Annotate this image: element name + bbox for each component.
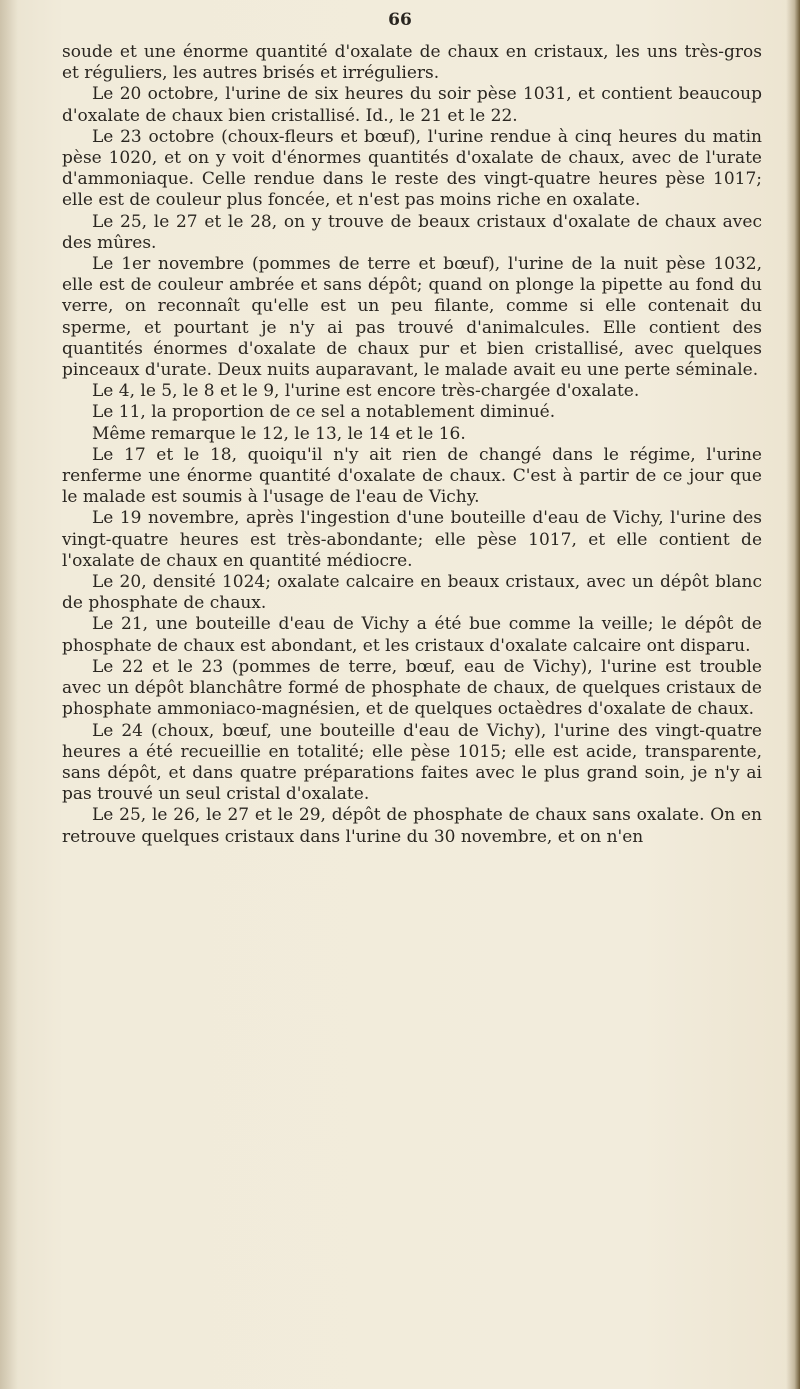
paragraph: Le 19 novembre, après l'ingestion d'une bouteille d'eau de Vichy, l'urine des vingt-quatre heures est très-abondante; elle pèse 1017, et elle contient de l'oxalate de chaux en quantité médiocre.	[62, 508, 762, 571]
paragraph: Le 4, le 5, le 8 et le 9, l'urine est encore très-chargée d'oxalate.	[92, 381, 640, 402]
paragraph: Le 1er novembre (pommes de terre et bœuf), l'urine de la nuit pèse 1032, elle est de couleur ambrée et sans dépôt; quand on plonge la pipette au fond du verre, on reconnaît qu'elle est un peu filante, comme si elle contenait du sperme, et pourtant je n'y ai pas trouvé d'animalcules. Elle contient des quantités énormes d'oxalate de chaux pur et bien cristallisé, avec quelques pinceaux d'urate. Deux nuits auparavant, le malade avait eu une perte séminale.	[62, 254, 762, 381]
paragraph: soude et une énorme quantité d'oxalate de chaux en cristaux, les uns très-gros et réguliers, les autres brisés et irréguliers.	[62, 42, 762, 84]
body-text	[62, 42, 762, 848]
paragraph: Le 11, la proportion de ce sel a notablement diminué.	[92, 402, 556, 423]
paragraph: Le 22 et le 23 (pommes de terre, bœuf, eau de Vichy), l'urine est trouble avec un dépôt blanchâtre formé de phosphate de chaux, de quelques cristaux de phosphate ammoniaco-magnésien, et de quelques octaèdres d'oxalate de chaux.	[62, 656, 762, 720]
paragraph: Le 23 octobre (choux-fleurs et bœuf), l'urine rendue à cinq heures du matin pèse 1020, et on y voit d'énormes quantités d'oxalate de chaux, avec de l'urate d'ammoniaque. Celle rendue dans le reste des vingt-quatre heures pèse 1017; elle est de couleur plus foncée, et n'est pas moins riche en oxalate.	[62, 126, 762, 211]
paragraph: Le 20, densité 1024; oxalate calcaire en beaux cristaux, avec un dépôt blanc de phosphate de chaux.	[62, 572, 762, 614]
paragraph: Le 17 et le 18, quoiqu'il n'y ait rien de changé dans le régime, l'urine renferme une énorme quantité d'oxalate de chaux. C'est à partir de ce jour que le malade est soumis à l'usage de l'eau de Vichy.	[62, 444, 762, 508]
paragraph: Le 24 (choux, bœuf, une bouteille d'eau de Vichy), l'urine des vingt-quatre heures a été recueillie en totalité; elle pèse 1015; elle est acide, transparente, sans dépôt, et dans quatre préparations faites avec le plus grand soin, je n'y ai pas trouvé un seul cristal d'oxalate.	[62, 720, 762, 805]
paragraph: Le 21, une bouteille d'eau de Vichy a été bue comme la veille; le dépôt de phosphate de chaux est abondant, et les cristaux d'oxalate calcaire ont disparu.	[62, 614, 762, 656]
page-edge	[786, 0, 800, 1389]
paragraph: Le 25, le 27 et le 28, on y trouve de beaux cristaux d'oxalate de chaux avec des mûres.	[62, 211, 762, 253]
spine-shadow	[0, 0, 18, 1389]
page-number: 66	[388, 10, 412, 30]
paragraph: Le 20 octobre, l'urine de six heures du soir pèse 1031, et contient beaucoup d'oxalate de chaux bien cristallisé. Id., le 21 et le 22.	[62, 84, 762, 126]
paragraph: Même remarque le 12, le 13, le 14 et le 16.	[92, 423, 466, 444]
paragraph: Le 25, le 26, le 27 et le 29, dépôt de phosphate de chaux sans oxalate. On en retrouve quelques cristaux dans l'urine du 30 novembre, et on n'en	[62, 805, 762, 847]
